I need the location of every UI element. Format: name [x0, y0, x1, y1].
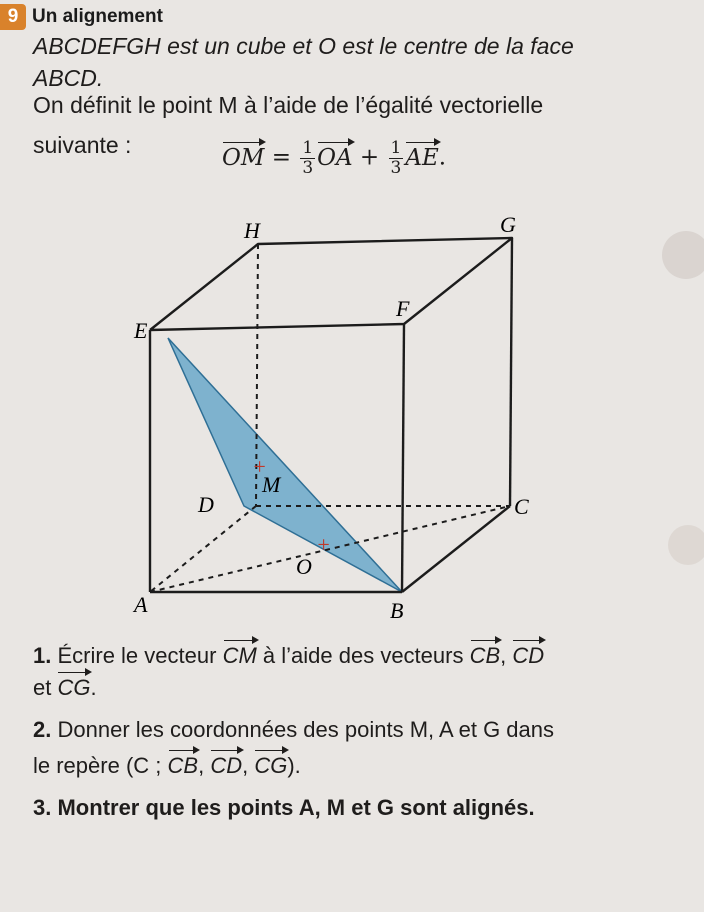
label-m: M: [262, 472, 281, 497]
vector-ae: AE: [405, 144, 439, 171]
fraction-1: $\frac{1}{3}$: [302, 138, 314, 178]
vector-om: OM: [222, 144, 265, 171]
label-b: B: [390, 598, 404, 623]
label-f: F: [396, 296, 410, 321]
vector-oa: OA: [317, 144, 353, 171]
label-e: E: [134, 318, 148, 343]
label-d: D: [198, 492, 214, 517]
vector-cm: CM: [222, 643, 257, 668]
question-1-line-2: et CG.: [33, 675, 97, 700]
question-2: 2. Donner les coordonnées des points M, A et G dans: [33, 717, 555, 742]
label-a: A: [134, 592, 148, 617]
vector-cb: CB: [469, 643, 501, 668]
fraction-2: $\frac{1}{3}$: [390, 138, 402, 178]
point-m-marker: +: [252, 454, 267, 479]
question-1: 1. Écrire le vecteur CM à l’aide des vecteurs CB, CD: [33, 643, 545, 668]
vector-cb-2: CB: [167, 753, 199, 778]
plus-sign: +: [359, 144, 380, 171]
vector-cg: CG: [57, 675, 91, 700]
label-c: C: [514, 494, 529, 519]
label-h: H: [244, 218, 260, 243]
exercise-number: 9: [0, 4, 26, 30]
statement-line-3: On définit le point M à l’aide de l’égalité vectorielle: [33, 92, 544, 118]
vector-cg-2: CG: [254, 753, 288, 778]
label-g: G: [500, 212, 516, 237]
label-o: O: [296, 554, 312, 579]
point-o-marker: +: [316, 532, 331, 557]
statement-line-2: ABCD.: [33, 65, 104, 91]
vector-cd-2: CD: [210, 753, 243, 778]
vector-equation: OM = $\frac{1}{3}$ OA + $\frac{1}{3}$ AE.: [222, 138, 447, 178]
statement-line-4: suivante :: [33, 132, 132, 158]
question-2-line-2: le repère (C ; CB, CD, CG).: [33, 753, 301, 778]
statement-line-1: ABCDEFGH est un cube et O est le centre de la face: [33, 33, 574, 59]
vector-cd: CD: [512, 643, 545, 668]
exercise-title: Un alignement: [32, 6, 163, 27]
question-3: 3. Montrer que les points A, M et G sont alignés.: [33, 795, 535, 820]
equals-sign: =: [271, 144, 291, 171]
shaded-triangle: [168, 338, 402, 592]
